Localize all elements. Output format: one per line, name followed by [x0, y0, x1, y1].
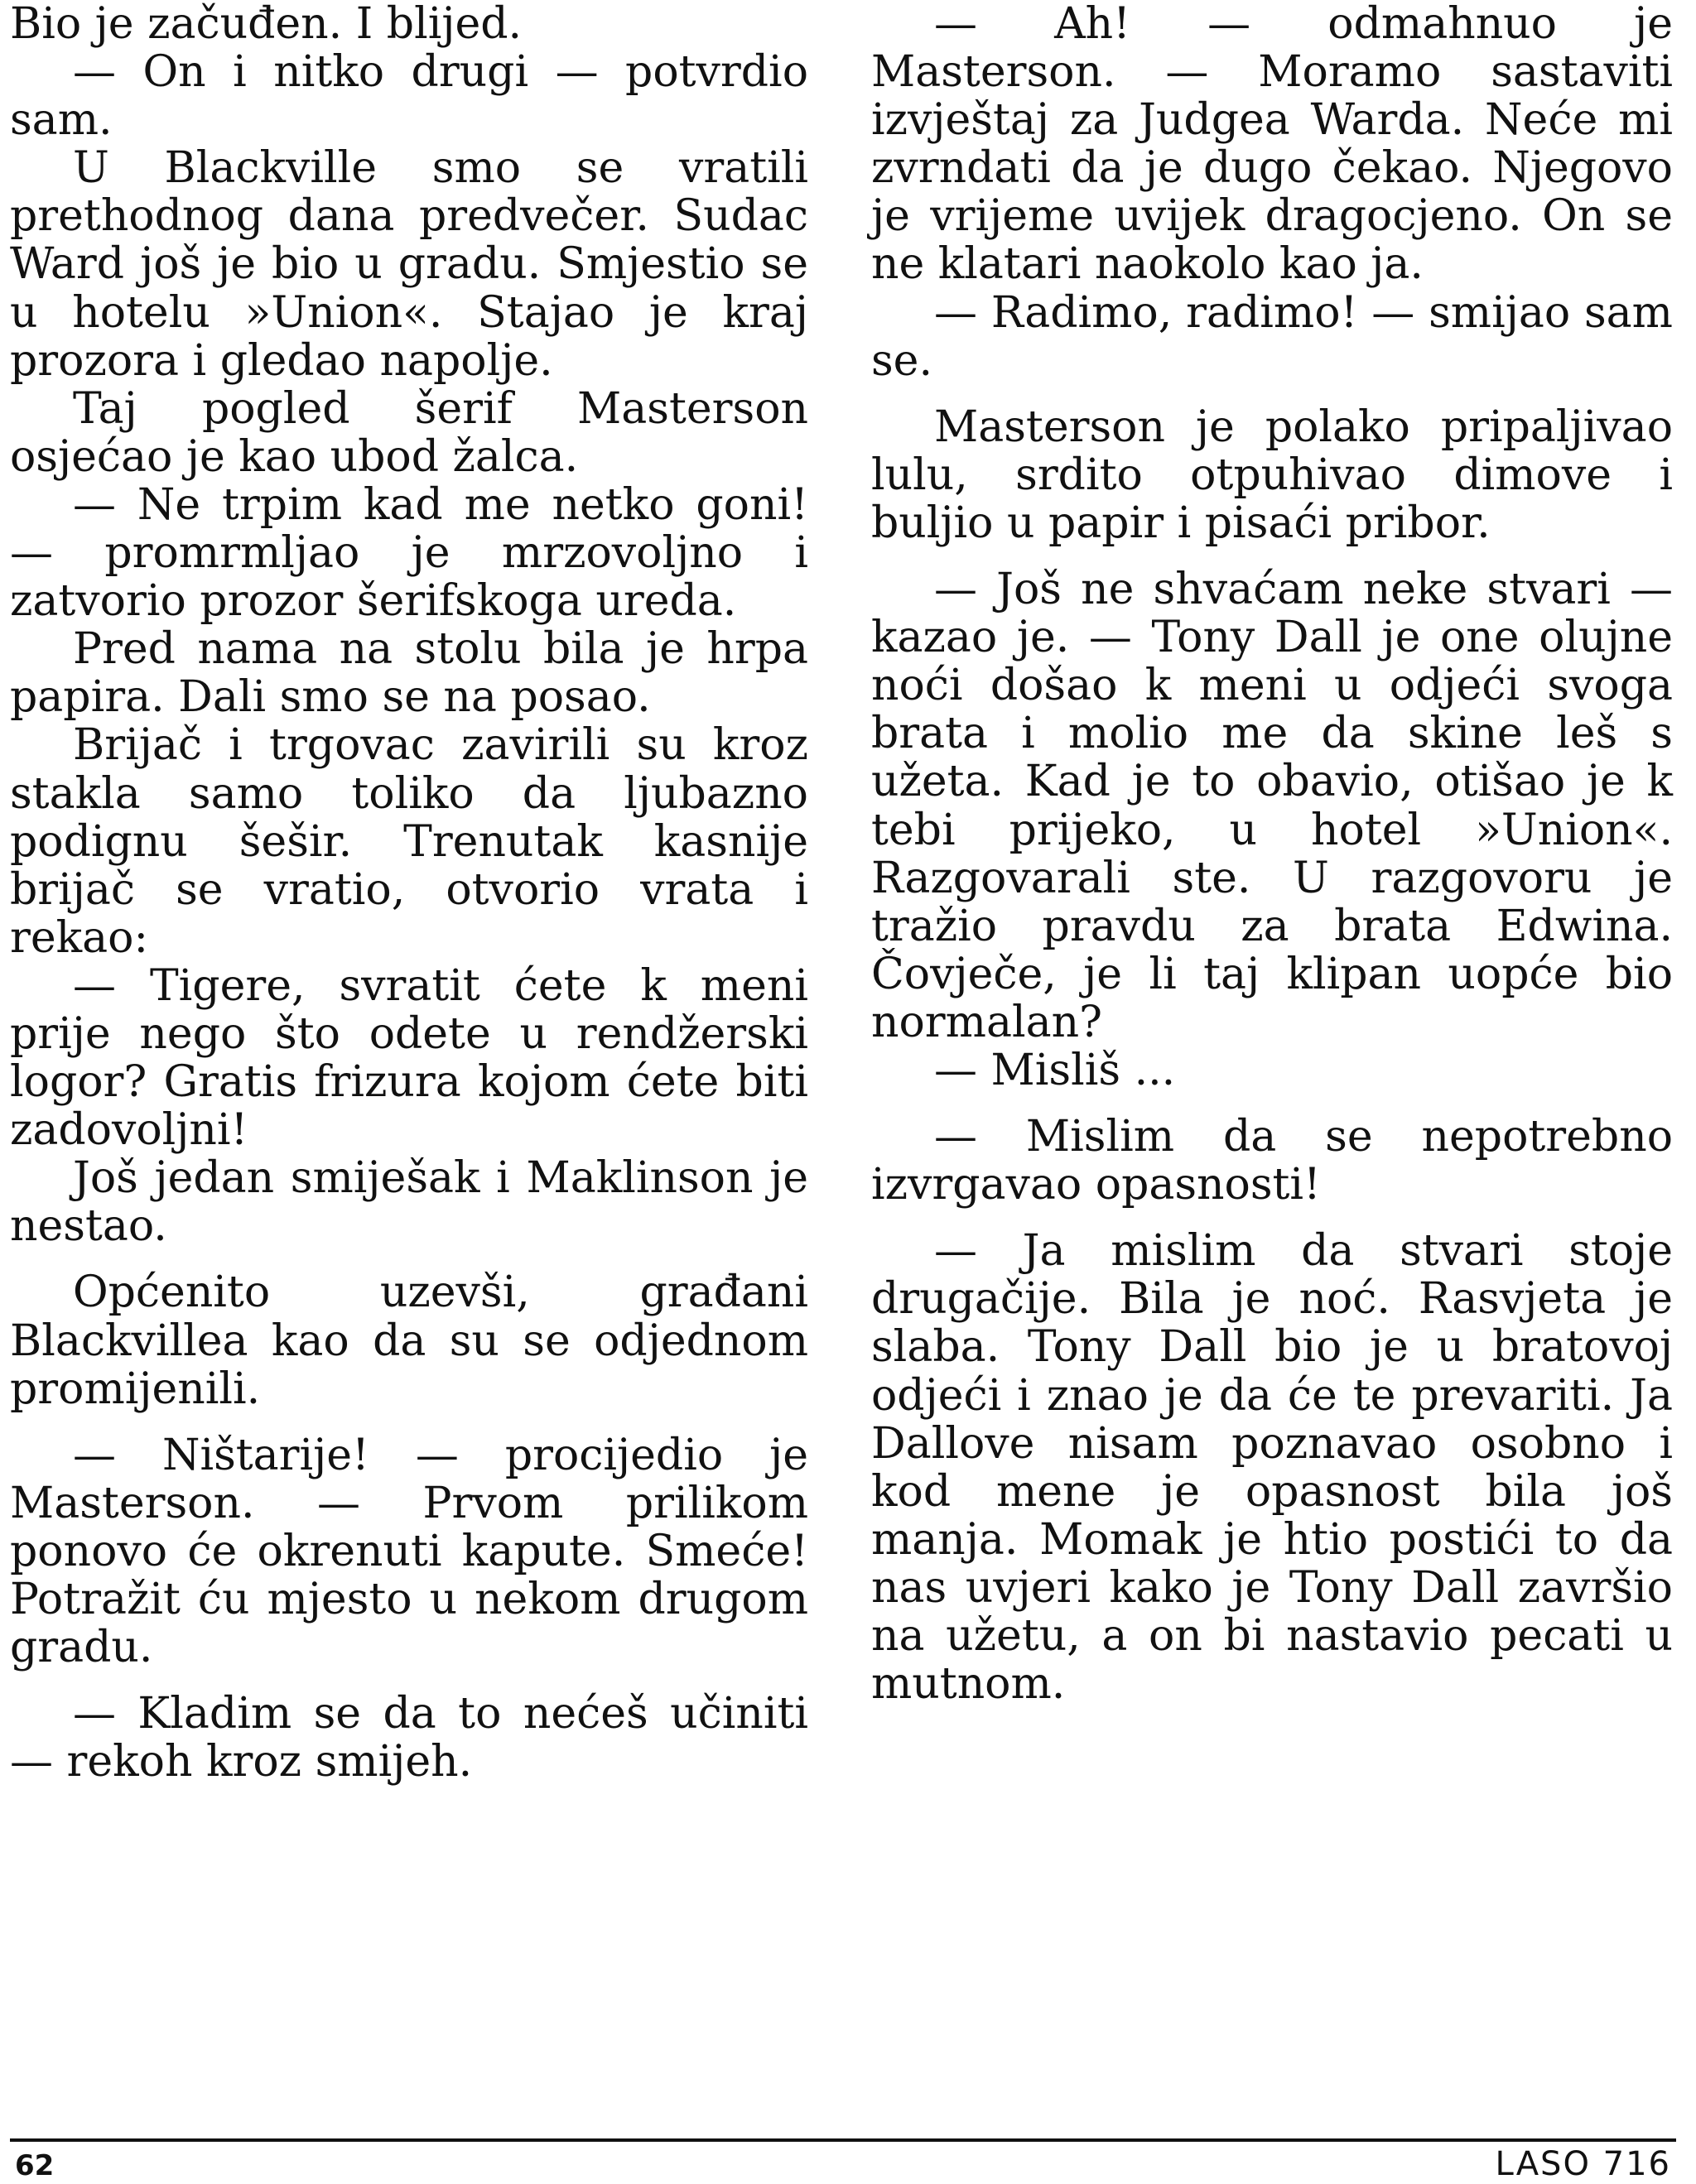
paragraph: — Ja mislim da stvari stoje drugačije. Bila je noć. Rasvjeta je slaba. Tony Dall bio je u bratovoj odjeći i znao je da će te prevariti. Ja Dallove nisam poznavao osobno i kod mene je opasnost bila još manja. Momak je htio postići to da nas uvjeri kako je Tony Dall završio na užetu, a on bi nastavio pecati u mutnom.: [871, 1226, 1673, 1710]
paragraph: — Mislim da se nepotrebno izvrgavao opasnosti!: [871, 1112, 1673, 1210]
paragraph: Općenito uzevši, građani Blackvillea kao da su se odjednom promijenili.: [10, 1268, 808, 1414]
paragraph: Masterson je polako pripaljivao lulu, srdito otpuhivao dimove i buljio u papir i pisaći pribor.: [871, 402, 1673, 548]
paragraph: — Radimo, radimo! — smijao sam se.: [871, 287, 1673, 386]
paragraph: — Misliš ...: [934, 1045, 1176, 1095]
paragraph: — Još ne shvaćam neke stvari — kazao je. — Tony Dall je one olujne noći došao k meni u odjeći svoga brata i molio me da skine leš s užeta. Kad je to obavio, otišao je k tebi prijeko, u hotel »Union«. Razgovarali ste. U razgovoru je tražio pravdu za brata Edwina. Čovječe, je li taj klipan uopće bio normalan?: [871, 565, 1673, 1047]
paragraph: Taj pogled šerif Masterson osjećao je kao ubod žalca.: [10, 383, 808, 482]
paragraph: Još jedan smiješak i Maklinson je nestao.: [10, 1153, 808, 1252]
paragraph: — Tigere, svratit ćete k meni prije nego što odete u rendžerski logor? Gratis frizura kojom ćete biti zadovoljni!: [10, 960, 808, 1156]
right-text-column: [871, 0, 1673, 1708]
paragraph: Bio je začuđen. I blijed.: [10, 0, 523, 49]
magazine-issue: LASO 716: [1495, 2145, 1671, 2183]
footer-divider: [10, 2138, 1676, 2142]
paragraph: — Ne trpim kad me netko goni! — promrmljao je mrzovoljno i zatvorio prozor šerifskoga ureda.: [10, 479, 808, 627]
left-text-column: [10, 0, 808, 1786]
page-number: 62: [15, 2149, 55, 2182]
paragraph: U Blackville smo se vratili prethodnog dana predvečer. Sudac Ward još je bio u gradu. Smjestio se u hotelu »Union«. Stajao je kraj prozora i gledao napolje.: [10, 143, 808, 386]
paragraph: Brijač i trgovac zavirili su kroz stakla samo toliko da ljubazno podignu šešir. Trenutak kasnije brijač se vratio, otvorio vrata i rekao:: [10, 720, 808, 963]
paragraph: — On i nitko drugi — potvrdio sam.: [10, 47, 808, 146]
paragraph: — Kladim se da to nećeš učiniti — rekoh kroz smijeh.: [10, 1689, 808, 1787]
paragraph: — Ništarije! — procijedio je Masterson. — Prvom prilikom ponovo će okrenuti kapute. Smeće! Potražit ću mjesto u nekom drugom gradu.: [10, 1430, 808, 1673]
paragraph: Pred nama na stolu bila je hrpa papira. Dali smo se na posao.: [10, 624, 808, 723]
paragraph: — Ah! — odmahnuo je Masterson. — Moramo sastaviti izvještaj za Judgea Warda. Neće mi zvrndati da je dugo čekao. Njegovo je vrijeme uvijek dragocjeno. On se ne klatari naokolo kao ja.: [871, 0, 1673, 290]
